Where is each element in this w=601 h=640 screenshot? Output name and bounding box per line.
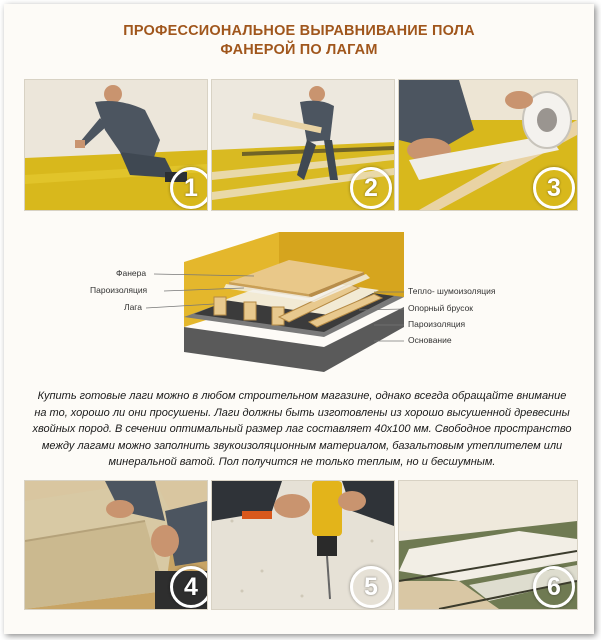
infographic-frame <box>4 4 594 634</box>
label-insulation: Тепло- шумоизоляция <box>408 286 496 296</box>
label-lag: Лага <box>124 302 142 312</box>
step-number-6: 6 <box>533 566 575 608</box>
step-photo-5 <box>211 480 395 610</box>
step-photo-3 <box>398 79 578 211</box>
step-number-4: 4 <box>170 566 208 608</box>
label-support-beam: Опорный брусок <box>408 303 474 313</box>
step-photo-6 <box>398 480 578 610</box>
label-vapor-barrier-right: Пароизоляция <box>408 319 466 329</box>
floor-layer-illustration <box>74 222 534 377</box>
title-line-2: ФАНЕРОЙ ПО ЛАГАМ <box>220 42 378 58</box>
step-photo-2 <box>211 79 395 211</box>
step-photo-4 <box>24 480 208 610</box>
step-number-5: 5 <box>350 566 392 608</box>
step-number-3: 3 <box>533 167 575 209</box>
title-line-1: ПРОФЕССИОНАЛЬНОЕ ВЫРАВНИВАНИЕ ПОЛА <box>123 23 475 39</box>
step-photo-1 <box>24 79 208 211</box>
label-plywood: Фанера <box>116 268 147 278</box>
page-title <box>4 22 594 60</box>
label-vapor-barrier-left: Пароизоляция <box>90 285 148 295</box>
step-number-2: 2 <box>350 167 392 209</box>
label-base: Основание <box>408 335 452 345</box>
caption-text: Купить готовые лаги можно в любом строительном магазине, однако всегда обращайте внимание на то, хорошо ли они просушены. Лаги должны быть изготовлены из хорошо высушенной древесины хвойных пород. В сечении оптимальный размер лаг составляет 40х100 мм. Свободное пространство между лагами можно заполнить звукоизоляционным материалом, базальтовым утеплителем или минеральной ватой. Пол получится не только теплым, но и бесшумным. <box>32 390 572 468</box>
floor-layer-diagram <box>74 222 534 377</box>
step-number-1: 1 <box>170 167 208 209</box>
